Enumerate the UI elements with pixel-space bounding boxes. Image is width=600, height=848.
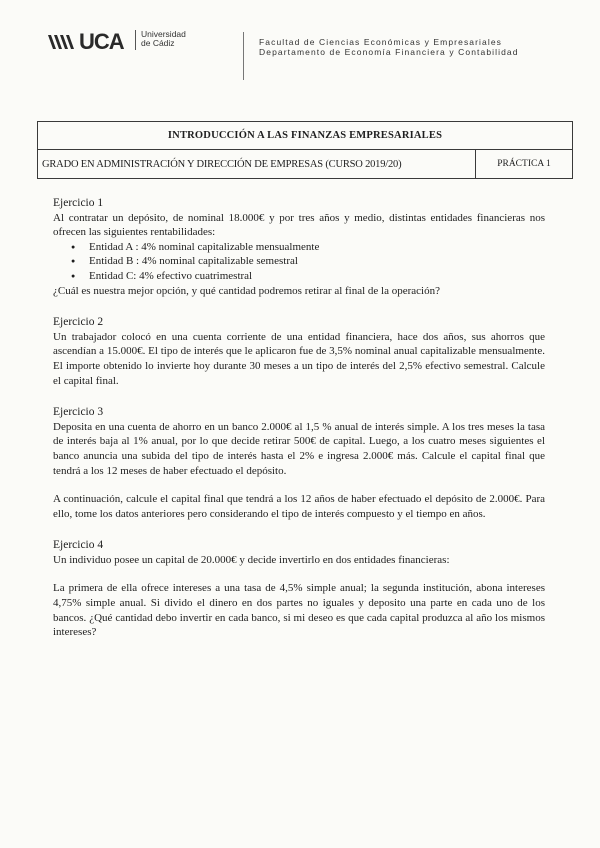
exercise-list	[53, 196, 545, 640]
entity-list	[53, 240, 545, 284]
header-divider	[243, 32, 244, 80]
exercise-1	[53, 196, 545, 298]
exercise-text: Un trabajador colocó en una cuenta corriente de una entidad financiera, hace dos años, sus ahorros que ascendían a 15.000€. El tipo de interés que le aplicaron fue de 3,5% nominal anual capitalizable mensualmente. El importe obtenido lo invierte hoy durante 30 meses a un tipo de interés del 2,5% efectivo semestral. Calcule el capital final.	[53, 330, 545, 387]
university-logo	[47, 28, 186, 56]
list-item: ● Entidad C: 4% efectivo cuatrimestral	[89, 269, 545, 284]
course-title-box	[37, 121, 573, 179]
uca-emblem-icon	[47, 31, 77, 53]
exercise-title: Ejercicio 3	[53, 406, 104, 419]
exercise-text: La primera de ella ofrece intereses a una tasa de 4,5% simple anual; la segunda institución, abona intereses 4,75% simple anual. Si divido el dinero en dos partes no iguales y deposito una parte en cada uno de los bancos. ¿Qué cantidad debo invertir en cada banco, si mi deseo es que cada capital produzca al año los mismos intereses?	[53, 582, 545, 639]
logo-text: UCA	[79, 29, 124, 54]
university-line1: Universidad	[141, 29, 186, 39]
department-name: Departamento de Economía Financiera y Contabilidad	[259, 47, 519, 57]
exercise-title: Ejercicio 4	[53, 539, 104, 552]
exercise-text: Al contratar un depósito, de nominal 18.000€ y por tres años y medio, distintas entidades financieras nos ofrecen las siguientes rentabilidades:	[53, 211, 545, 239]
exercise-text: A continuación, calcule el capital final que tendrá a los 12 años de haber efectuado el depósito de 2.000€. Para ello, tome los datos anteriores pero considerando el tipo de interés compuesto y el tiempo en años.	[53, 493, 545, 520]
practice-label: PRÁCTICA 1	[497, 159, 551, 169]
exercise-text: Deposita en una cuenta de ahorro en un banco 2.000€ al 1,5 % anual de interés simple. A los tres meses la tasa de interés baja al 1% anual, por lo que decide retirar 500€ de capital. Luego, a los cuatro meses siguientes el banco anuncia una subida del tipo de interés hasta el 2% e ingresa 2.000€ más. Calcule el capital final que tendrá a los 12 meses de haber efectuado el depósito.	[53, 420, 545, 477]
list-item: ● Entidad B : 4% nominal capitalizable semestral	[89, 254, 545, 269]
course-title: INTRODUCCIÓN A LAS FINANZAS EMPRESARIALES	[38, 122, 572, 150]
university-line2: de Cádiz	[141, 38, 175, 48]
exercise-3	[53, 405, 545, 521]
university-name	[135, 30, 186, 50]
exercise-question: ¿Cuál es nuestra mejor opción, y qué cantidad podremos retirar al final de la operación?	[53, 284, 440, 297]
exercise-2	[53, 315, 545, 388]
faculty-name: Facultad de Ciencias Económicas y Empresariales	[259, 37, 503, 47]
exercise-4	[53, 538, 545, 640]
faculty-block	[259, 37, 519, 57]
exercise-text: Un individuo posee un capital de 20.000€ y decide invertirlo en dos entidades financieras:	[53, 553, 450, 566]
course-info-row	[38, 150, 572, 178]
exercise-title: Ejercicio 1	[53, 197, 104, 209]
list-item: ● Entidad A : 4% nominal capitalizable mensualmente	[89, 240, 545, 255]
exercise-title: Ejercicio 2	[53, 316, 104, 329]
degree-label: GRADO EN ADMINISTRACIÓN Y DIRECCIÓN DE EMPRESAS (CURSO 2019/20)	[38, 150, 476, 178]
